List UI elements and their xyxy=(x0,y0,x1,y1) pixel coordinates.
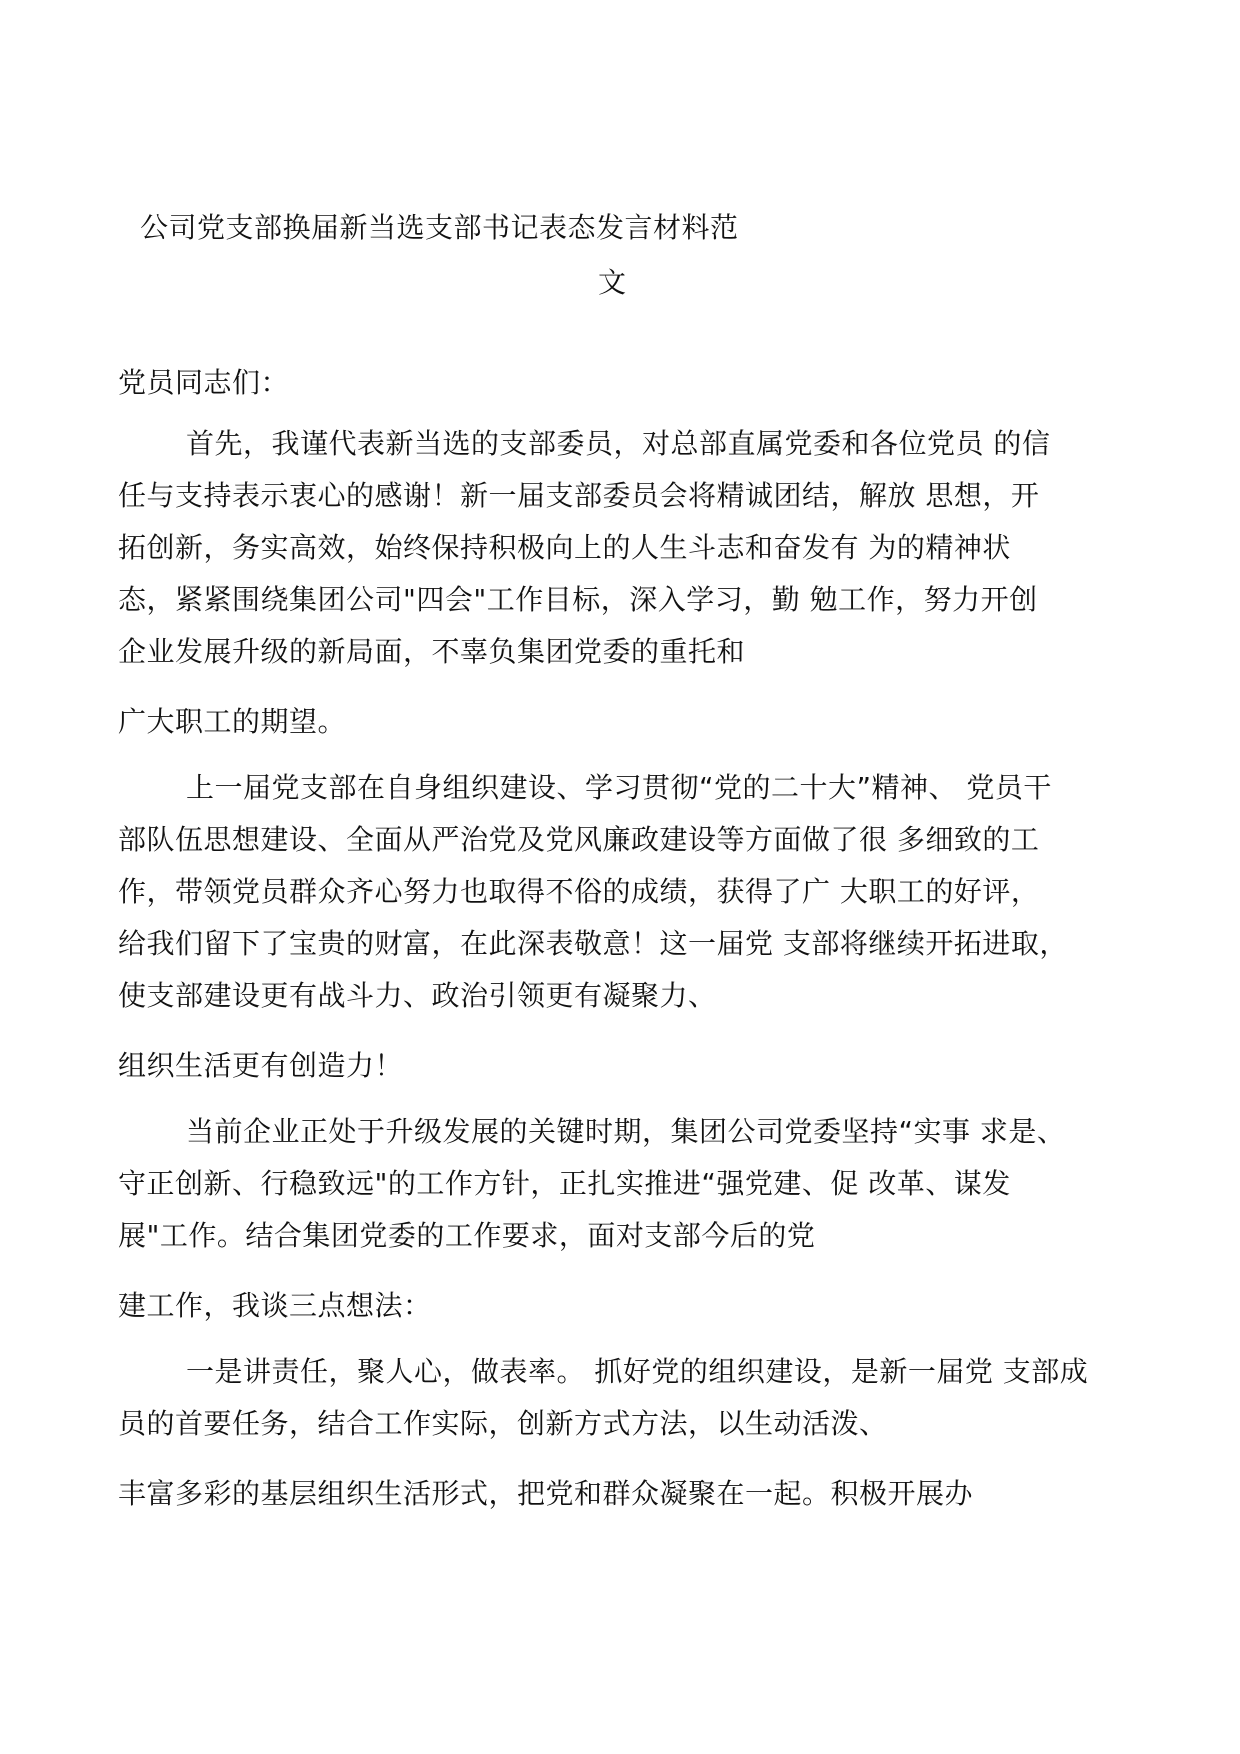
paragraph-2-line-3: 作，带领党员群众齐心努力也取得不俗的成绩，获得了广 大职工的好评， xyxy=(118,875,1040,908)
paragraph-3-line-2: 守正创新、行稳致远"的工作方针，正扎实推进“强党建、促 改革、谋发 xyxy=(118,1167,1011,1200)
salutation: 党员同志们： xyxy=(118,366,290,399)
paragraph-2-line-4: 给我们留下了宝贵的财富，在此深表敬意！这一届党 支部将继续开拓进取， xyxy=(118,927,1068,960)
paragraph-1-line-2: 任与支持表示衷心的感谢！新一届支部委员会将精诚团结，解放 思想，开 xyxy=(118,479,1040,512)
paragraph-3-line-3: 展"工作。结合集团党委的工作要求，面对支部今后的党 xyxy=(118,1219,816,1252)
paragraph-2-line-5: 使支部建设更有战斗力、政治引领更有凝聚力、 xyxy=(118,979,717,1012)
paragraph-2-line-6: 组织生活更有创造力！ xyxy=(118,1049,404,1082)
paragraph-1-line-5: 企业发展升级的新局面，不辜负集团党委的重托和 xyxy=(118,635,746,668)
paragraph-3-line-4: 建工作，我谈三点想法： xyxy=(118,1289,432,1322)
paragraph-1-line-1: 首先，我谨代表新当选的支部委员，对总部直属党委和各位党员 的信 xyxy=(186,427,1051,460)
paragraph-4-line-1: 一是讲责任，聚人心，做表率。 抓好党的组织建设，是新一届党 支部成 xyxy=(186,1355,1089,1388)
document-title-line-2: 文 xyxy=(598,266,627,299)
document-title-line-1: 公司党支部换届新当选支部书记表态发言材料范 xyxy=(140,211,739,244)
paragraph-2-line-2: 部队伍思想建设、全面从严治党及党风廉政建设等方面做了很 多细致的工 xyxy=(118,823,1040,856)
paragraph-3-line-1: 当前企业正处于升级发展的关键时期，集团公司党委坚持“实事 求是、 xyxy=(186,1115,1066,1148)
paragraph-1-line-4: 态，紧紧围绕集团公司"四会"工作目标，深入学习，勤 勉工作，努力开创 xyxy=(118,583,1038,616)
paragraph-4-line-2: 员的首要任务，结合工作实际，创新方式方法，以生动活泼、 xyxy=(118,1407,888,1440)
paragraph-4-line-3: 丰富多彩的基层组织生活形式，把党和群众凝聚在一起。积极开展办 xyxy=(118,1477,974,1510)
paragraph-2-line-1: 上一届党支部在自身组织建设、学习贯彻“党的二十大”精神、 党员干 xyxy=(186,771,1052,804)
paragraph-1-line-3: 拓创新，务实高效，始终保持积极向上的人生斗志和奋发有 为的精神状 xyxy=(118,531,1011,564)
paragraph-1-line-6: 广大职工的期望。 xyxy=(118,705,347,738)
